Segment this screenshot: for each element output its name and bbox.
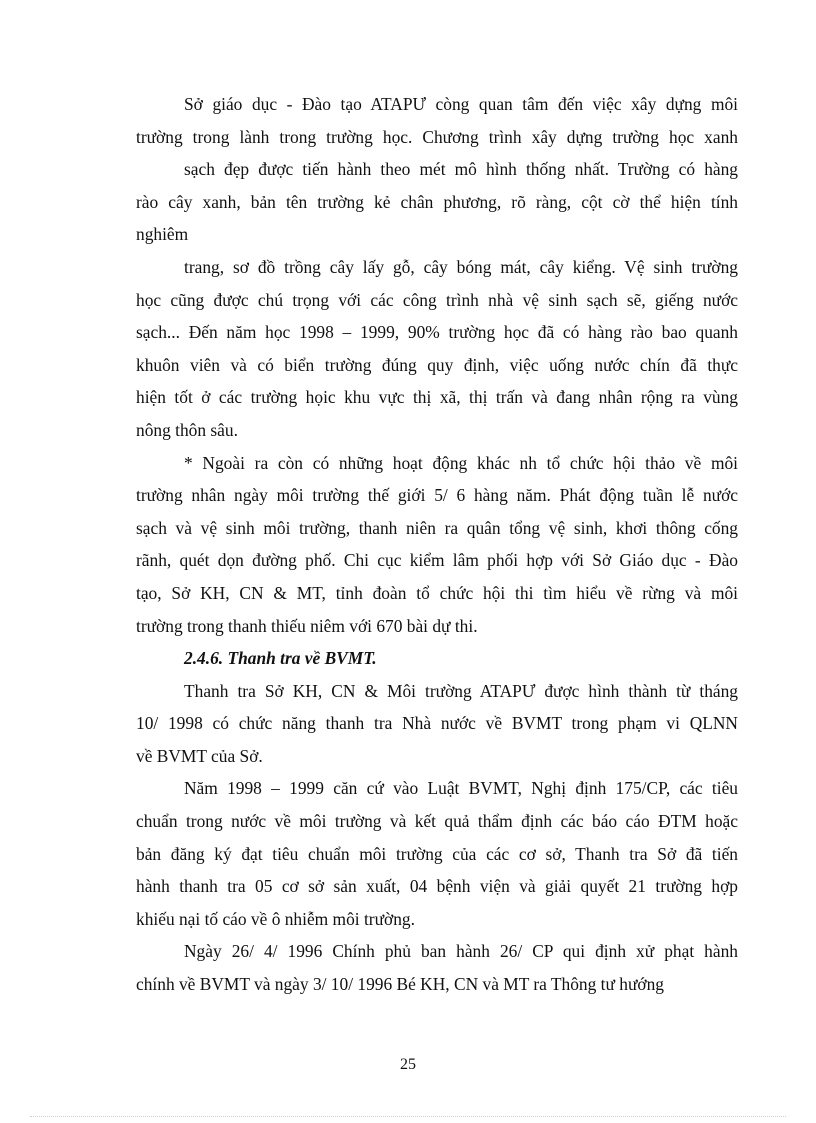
text-line: sạch... Đến năm học 1998 – 1999, 90% trường học đã có hàng rào bao quanh: [136, 322, 738, 343]
text-line: bản đăng ký đạt tiêu chuẩn môi trường của các cơ sở, Thanh tra Sở đã tiến: [136, 843, 738, 864]
text-line: Ngày 26/ 4/ 1996 Chính phủ ban hành 26/ CP qui định xử phạt hành: [184, 941, 738, 962]
text-line: khiếu nại tố cáo về ô nhiễm môi trường.: [136, 908, 415, 929]
text-line: * Ngoài ra còn có những hoạt động khác nh tổ chức hội thảo về môi: [184, 452, 738, 473]
text-line: rãnh, quét dọn đường phố. Chi cục kiểm lâm phối hợp với Sở Giáo dục - Đào: [136, 550, 738, 571]
text-line: trường trong lành trong trường học. Chương trình xây dựng trường học xanh: [136, 126, 738, 147]
text-line: khuôn viên và có biển trường đúng quy định, việc uống nước chín đã thực: [136, 354, 738, 375]
page-number: 25: [400, 1056, 416, 1073]
body-text: [136, 88, 738, 1001]
text-line: về BVMT của Sở.: [136, 745, 263, 766]
text-line: chuẩn trong nước về môi trường và kết quả thẩm định các báo cáo ĐTM hoặc: [136, 811, 738, 832]
section-heading: 2.4.6. Thanh tra về BVMT.: [184, 648, 377, 669]
text-line: học cũng được chú trọng với các công trình nhà vệ sinh sạch sẽ, giếng nước: [136, 289, 738, 310]
page-bottom-divider: [30, 1116, 786, 1117]
text-line: Thanh tra Sở KH, CN & Môi trường ATAPƯ được hình thành từ tháng: [184, 680, 738, 701]
text-line: trường trong thanh thiếu niêm với 670 bài dự thi.: [136, 615, 478, 636]
text-line: nông thôn sâu.: [136, 419, 238, 440]
text-line: Sở giáo dục - Đào tạo ATAPƯ còng quan tâm đến việc xây dựng môi: [184, 94, 738, 114]
text-line: nghiêm: [136, 224, 189, 245]
text-line: hiện tốt ở các trường họic khu vực thị xã, thị trấn và đang nhân rộng ra vùng: [136, 387, 738, 408]
text-line: sạch và vệ sinh môi trường, thanh niên ra quân tổng vệ sinh, khơi thông cống: [136, 517, 738, 538]
text-line: sạch đẹp được tiến hành theo mét mô hình thống nhất. Trường có hàng: [184, 159, 738, 180]
text-line: chính về BVMT và ngày 3/ 10/ 1996 Bé KH, CN và MT ra Thông tư hướng: [136, 974, 664, 995]
text-line: Năm 1998 – 1999 căn cứ vào Luật BVMT, Nghị định 175/CP, các tiêu: [184, 778, 738, 799]
text-line: trang, sơ đồ trồng cây lấy gỗ, cây bóng mát, cây kiểng. Vệ sinh trường: [184, 256, 738, 277]
text-line: 10/ 1998 có chức năng thanh tra Nhà nước về BVMT trong phạm vi QLNN: [136, 713, 738, 734]
text-line: trường nhân ngày môi trường thế giới 5/ 6 hàng năm. Phát động tuần lễ nước: [136, 485, 738, 506]
text-line: tạo, Sở KH, CN & MT, tỉnh đoàn tổ chức hội thi tìm hiểu về rừng và môi: [136, 582, 738, 603]
text-line: rào cây xanh, bản tên trường kẻ chân phương, rõ ràng, cột cờ thể hiện tính: [136, 191, 738, 212]
text-line: hành thanh tra 05 cơ sở sản xuất, 04 bệnh viện và giải quyết 21 trường hợp: [136, 876, 738, 897]
